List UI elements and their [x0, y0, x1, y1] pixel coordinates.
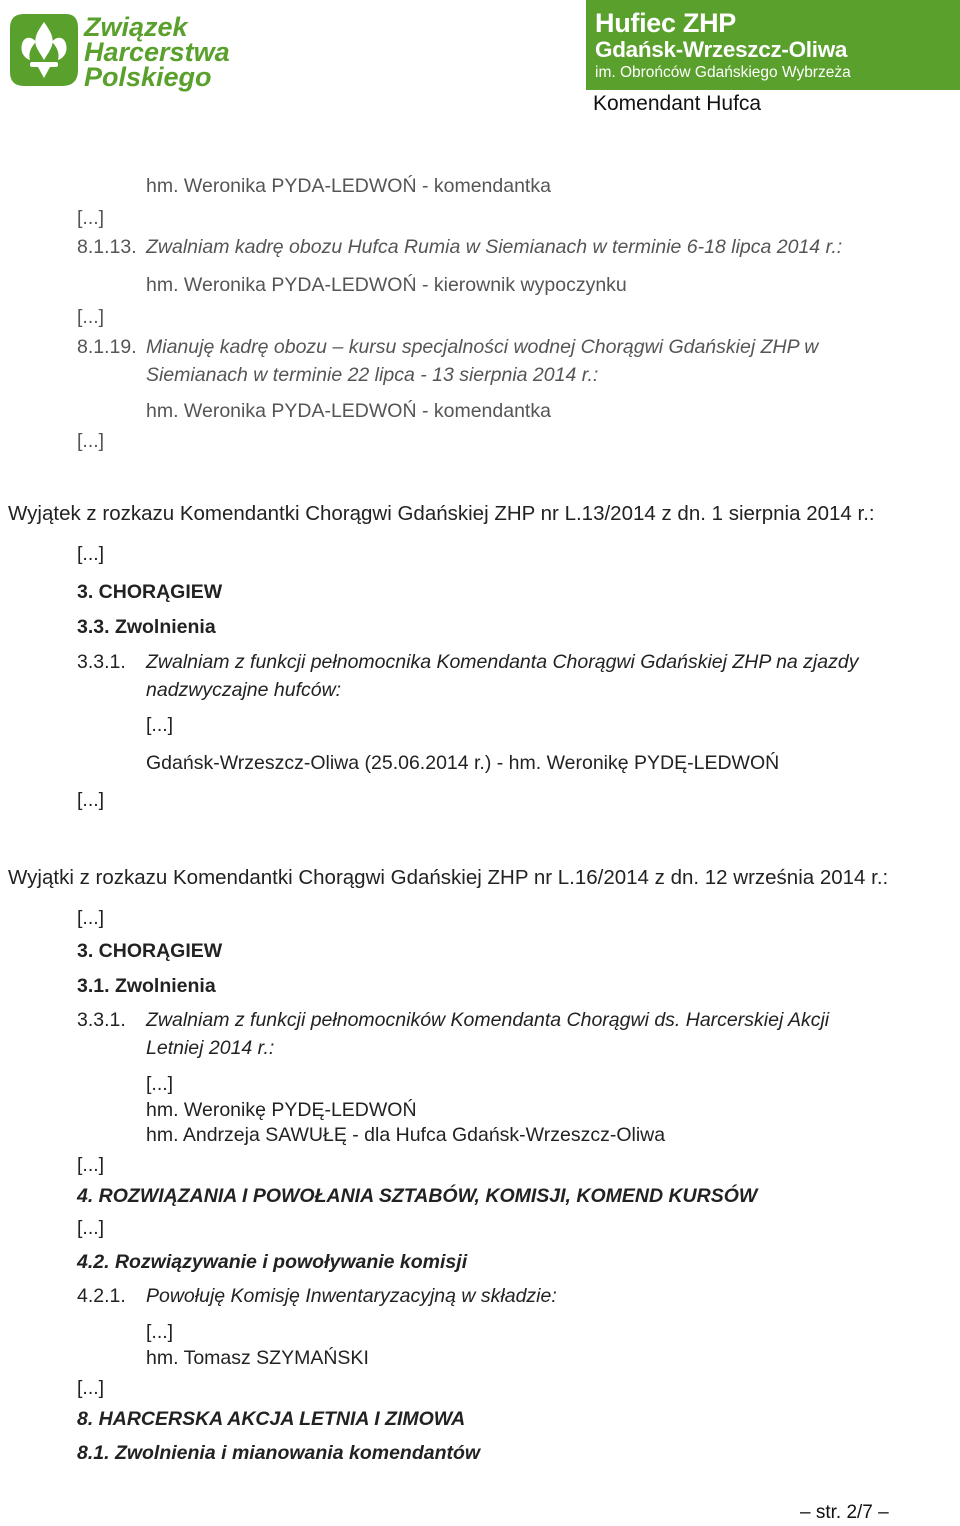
subsection-heading: 8.1. Zwolnienia i mianowania komendantów [77, 1442, 481, 1464]
item-text: Mianuję kadrę obozu – kursu specjalności wodnej Chorągwi Gdańskiej ZHP w [146, 336, 819, 358]
item-text: Zwalniam kadrę obozu Hufca Rumia w Siemianach w terminie 6-18 lipca 2014 r.: [146, 236, 843, 258]
item-text: Powołuję Komisję Inwentaryzacyjną w składzie: [146, 1285, 557, 1307]
item-number: 8.1.19. [77, 336, 137, 358]
page-number: – str. 2/7 – [800, 1502, 889, 1523]
header-role: Komendant Hufca [593, 92, 762, 115]
org-name-line1: Związek [84, 12, 188, 42]
text-line: hm. Weronika PYDA-LEDWOŃ - komendantka [146, 400, 551, 422]
ellipsis-marker: [...] [146, 1073, 174, 1095]
item-number: 3.3.1. [77, 651, 126, 673]
item-number: 4.2.1. [77, 1285, 126, 1307]
section-heading: Wyjątki z rozkazu Komendantki Chorągwi Gdańskiej ZHP nr L.16/2014 z dn. 12 września 2014 r.: [8, 866, 889, 889]
item-text: Zwalniam z funkcji pełnomocnika Komendanta Chorągwi Gdańskiej ZHP na zjazdy [146, 651, 859, 673]
ellipsis-marker: [...] [77, 789, 105, 811]
chapter-heading: 3. CHORĄGIEW [77, 581, 223, 603]
org-name-line2: Harcerstwa [84, 37, 230, 67]
section-heading: Wyjątek z rozkazu Komendantki Chorągwi Gdańskiej ZHP nr L.13/2014 z dn. 1 sierpnia 2014 r.: [8, 502, 875, 525]
unit-banner [586, 0, 960, 90]
ellipsis-marker: [...] [146, 1321, 174, 1343]
subsection-heading: 4.2. Rozwiązywanie i powoływanie komisji [77, 1251, 468, 1273]
ellipsis-marker: [...] [77, 907, 105, 929]
item-text-continuation: nadzwyczajne hufców: [146, 679, 342, 701]
ellipsis-marker: [...] [77, 207, 105, 229]
text-line: hm. Weronika PYDA-LEDWOŃ - kierownik wypoczynku [146, 274, 627, 296]
ellipsis-marker: [...] [77, 1217, 105, 1239]
unit-banner-line3: im. Obrońców Gdańskiego Wybrzeża [595, 64, 851, 81]
ellipsis-marker: [...] [77, 543, 105, 565]
text-line: hm. Weronikę PYDĘ-LEDWOŃ [146, 1099, 417, 1121]
ellipsis-marker: [...] [77, 430, 105, 452]
text-line: hm. Tomasz SZYMAŃSKI [146, 1347, 369, 1369]
unit-banner-line1: Hufiec ZHP [595, 8, 737, 38]
ellipsis-marker: [...] [77, 1154, 105, 1176]
unit-banner-line2: Gdańsk-Wrzeszcz-Oliwa [595, 37, 848, 62]
subsection-heading: 3.1. Zwolnienia [77, 975, 216, 997]
item-number: 3.3.1. [77, 1009, 126, 1031]
ellipsis-marker: [...] [77, 1377, 105, 1399]
chapter-heading: 8. HARCERSKA AKCJA LETNIA I ZIMOWA [77, 1408, 466, 1430]
zhp-logo [4, 8, 230, 92]
item-text-continuation: Siemianach w terminie 22 lipca - 13 sierpnia 2014 r.: [146, 364, 599, 386]
text-line: Gdańsk-Wrzeszcz-Oliwa (25.06.2014 r.) - hm. Weronikę PYDĘ-LEDWOŃ [146, 752, 780, 774]
item-text: Zwalniam z funkcji pełnomocników Komendanta Chorągwi ds. Harcerskiej Akcji [146, 1009, 830, 1031]
chapter-heading: 4. ROZWIĄZANIA I POWOŁANIA SZTABÓW, KOMISJI, KOMEND KURSÓW [77, 1185, 758, 1207]
ellipsis-marker: [...] [146, 714, 174, 736]
text-line: hm. Andrzeja SAWUŁĘ - dla Hufca Gdańsk-Wrzeszcz-Oliwa [146, 1124, 666, 1146]
item-number: 8.1.13. [77, 236, 137, 258]
chapter-heading: 3. CHORĄGIEW [77, 940, 223, 962]
subsection-heading: 3.3. Zwolnienia [77, 616, 216, 638]
ellipsis-marker: [...] [77, 306, 105, 328]
org-name-line3: Polskiego [84, 62, 212, 92]
text-line: hm. Weronika PYDA-LEDWOŃ - komendantka [146, 175, 551, 197]
item-text-continuation: Letniej 2014 r.: [146, 1037, 275, 1059]
